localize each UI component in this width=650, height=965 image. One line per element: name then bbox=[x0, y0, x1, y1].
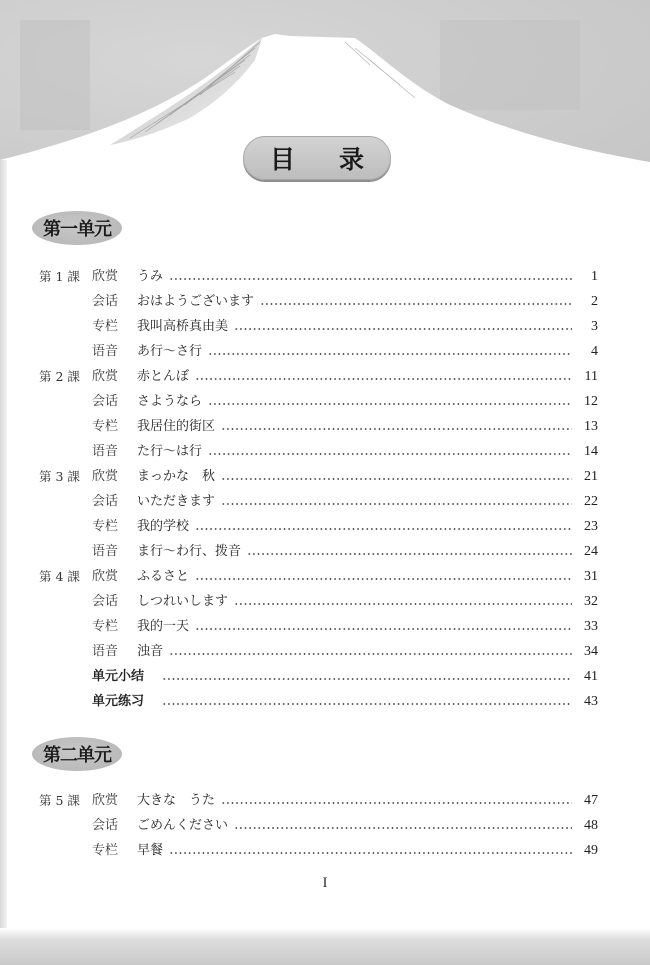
dot-leader bbox=[195, 378, 572, 380]
entry-title: いただきます bbox=[137, 494, 216, 509]
toc-row[interactable] bbox=[0, 591, 650, 613]
unit-2-badge: 第二单元 bbox=[32, 737, 122, 771]
entry-title: 浊音 bbox=[137, 644, 164, 659]
category-label: 会话 bbox=[92, 594, 119, 609]
category-label: 会话 bbox=[92, 394, 119, 409]
page-number: 32 bbox=[584, 594, 598, 609]
toc-row[interactable] bbox=[0, 266, 650, 288]
page-number: 43 bbox=[584, 694, 598, 709]
dot-leader bbox=[221, 802, 572, 804]
toc-title-right: 录 bbox=[338, 145, 364, 174]
toc-row[interactable] bbox=[0, 391, 650, 413]
bottom-decorative-band bbox=[0, 928, 650, 965]
category-label: 专栏 bbox=[92, 419, 119, 434]
category-label: 语音 bbox=[92, 344, 119, 359]
page-number: 48 bbox=[584, 818, 598, 833]
toc-title-badge bbox=[243, 136, 391, 180]
page-number: 1 bbox=[591, 269, 598, 284]
page-number: 47 bbox=[584, 793, 598, 808]
category-label: 会话 bbox=[92, 494, 119, 509]
dot-leader bbox=[162, 678, 572, 680]
category-label: 欣赏 bbox=[92, 569, 119, 584]
page-number: 2 bbox=[591, 294, 598, 309]
category-label: 专栏 bbox=[92, 843, 119, 858]
toc-row[interactable] bbox=[0, 366, 650, 388]
toc-row[interactable] bbox=[0, 616, 650, 638]
category-label: 专栏 bbox=[92, 619, 119, 634]
entry-title: 大きな うた bbox=[137, 793, 216, 808]
folio-page-number: I bbox=[322, 875, 328, 891]
page-number: 21 bbox=[584, 469, 598, 484]
category-label: 语音 bbox=[92, 444, 119, 459]
dot-leader bbox=[234, 328, 572, 330]
unit-1-badge: 第一单元 bbox=[32, 211, 122, 245]
page-number: 11 bbox=[584, 369, 598, 384]
toc-title-left: 目 bbox=[270, 145, 296, 174]
page-number: 14 bbox=[584, 444, 598, 459]
lesson-label: 第 3 課 bbox=[39, 469, 80, 484]
entry-title: しつれいします bbox=[137, 594, 229, 609]
dot-leader bbox=[208, 353, 572, 355]
page-number: 34 bbox=[584, 644, 598, 659]
category-label: 语音 bbox=[92, 544, 119, 559]
category-label: 会话 bbox=[92, 294, 119, 309]
category-label: 专栏 bbox=[92, 319, 119, 334]
dot-leader bbox=[234, 603, 572, 605]
dot-leader bbox=[195, 528, 572, 530]
category-label: 欣赏 bbox=[92, 793, 119, 808]
category-label: 专栏 bbox=[92, 519, 119, 534]
toc-row[interactable] bbox=[0, 566, 650, 588]
dot-leader bbox=[208, 453, 572, 455]
entry-title: 我居住的街区 bbox=[137, 419, 216, 434]
toc-row[interactable] bbox=[0, 840, 650, 862]
category-label: 欣赏 bbox=[92, 269, 119, 284]
toc-row[interactable] bbox=[0, 291, 650, 313]
entry-title: 我叫高桥真由美 bbox=[137, 319, 229, 334]
dot-leader bbox=[221, 503, 572, 505]
toc-row[interactable] bbox=[0, 466, 650, 488]
page-number: 13 bbox=[584, 419, 598, 434]
dot-leader bbox=[234, 827, 572, 829]
page-number: 49 bbox=[584, 843, 598, 858]
lesson-label: 第 1 課 bbox=[39, 269, 80, 284]
page-number: 33 bbox=[584, 619, 598, 634]
summary-title: 单元小结 bbox=[92, 669, 145, 684]
toc-summary-row[interactable] bbox=[0, 666, 650, 688]
toc-row[interactable] bbox=[0, 441, 650, 463]
lesson-label: 第 5 課 bbox=[39, 793, 80, 808]
entry-title: あ行～さ行 bbox=[137, 344, 203, 359]
entry-title: おはようございます bbox=[137, 294, 255, 309]
dot-leader bbox=[221, 428, 572, 430]
entry-title: さようなら bbox=[137, 394, 203, 409]
entry-title: た行～は行 bbox=[137, 444, 203, 459]
entry-title: 我的学校 bbox=[137, 519, 190, 534]
page-number: 12 bbox=[584, 394, 598, 409]
entry-title: うみ bbox=[137, 269, 164, 284]
category-label: 会话 bbox=[92, 818, 119, 833]
entry-title: ごめんください bbox=[137, 818, 229, 833]
dot-leader bbox=[221, 478, 572, 480]
dot-leader bbox=[169, 278, 572, 280]
dot-leader bbox=[247, 553, 572, 555]
exercise-title: 单元练习 bbox=[92, 694, 145, 709]
page-number: 22 bbox=[584, 494, 598, 509]
page-number: 41 bbox=[584, 669, 598, 684]
toc-row[interactable] bbox=[0, 516, 650, 538]
category-label: 欣赏 bbox=[92, 469, 119, 484]
toc-row[interactable] bbox=[0, 416, 650, 438]
entry-title: ま行～わ行、拨音 bbox=[137, 544, 242, 559]
toc-row[interactable] bbox=[0, 815, 650, 837]
toc-row[interactable] bbox=[0, 541, 650, 563]
toc-row[interactable] bbox=[0, 641, 650, 663]
toc-exercise-row[interactable] bbox=[0, 691, 650, 713]
dot-leader bbox=[260, 303, 572, 305]
page-number: 3 bbox=[591, 319, 598, 334]
page-number: 31 bbox=[584, 569, 598, 584]
toc-row[interactable] bbox=[0, 790, 650, 812]
dot-leader bbox=[195, 578, 572, 580]
entry-title: ふるさと bbox=[137, 569, 190, 584]
page-number: 24 bbox=[584, 544, 598, 559]
entry-title: 赤とんぼ bbox=[137, 369, 190, 384]
lesson-label: 第 4 課 bbox=[39, 569, 80, 584]
category-label: 欣赏 bbox=[92, 369, 119, 384]
entry-title: 我的一天 bbox=[137, 619, 190, 634]
page-number: 23 bbox=[584, 519, 598, 534]
toc-row[interactable] bbox=[0, 341, 650, 363]
entry-title: 早餐 bbox=[137, 843, 164, 858]
dot-leader bbox=[169, 852, 572, 854]
dot-leader bbox=[162, 703, 572, 705]
dot-leader bbox=[195, 628, 572, 630]
toc-row[interactable] bbox=[0, 491, 650, 513]
page-number: 4 bbox=[591, 344, 598, 359]
dot-leader bbox=[208, 403, 572, 405]
dot-leader bbox=[169, 653, 572, 655]
entry-title: まっかな 秋 bbox=[137, 469, 216, 484]
toc-row[interactable] bbox=[0, 316, 650, 338]
category-label: 语音 bbox=[92, 644, 119, 659]
lesson-label: 第 2 課 bbox=[39, 369, 80, 384]
